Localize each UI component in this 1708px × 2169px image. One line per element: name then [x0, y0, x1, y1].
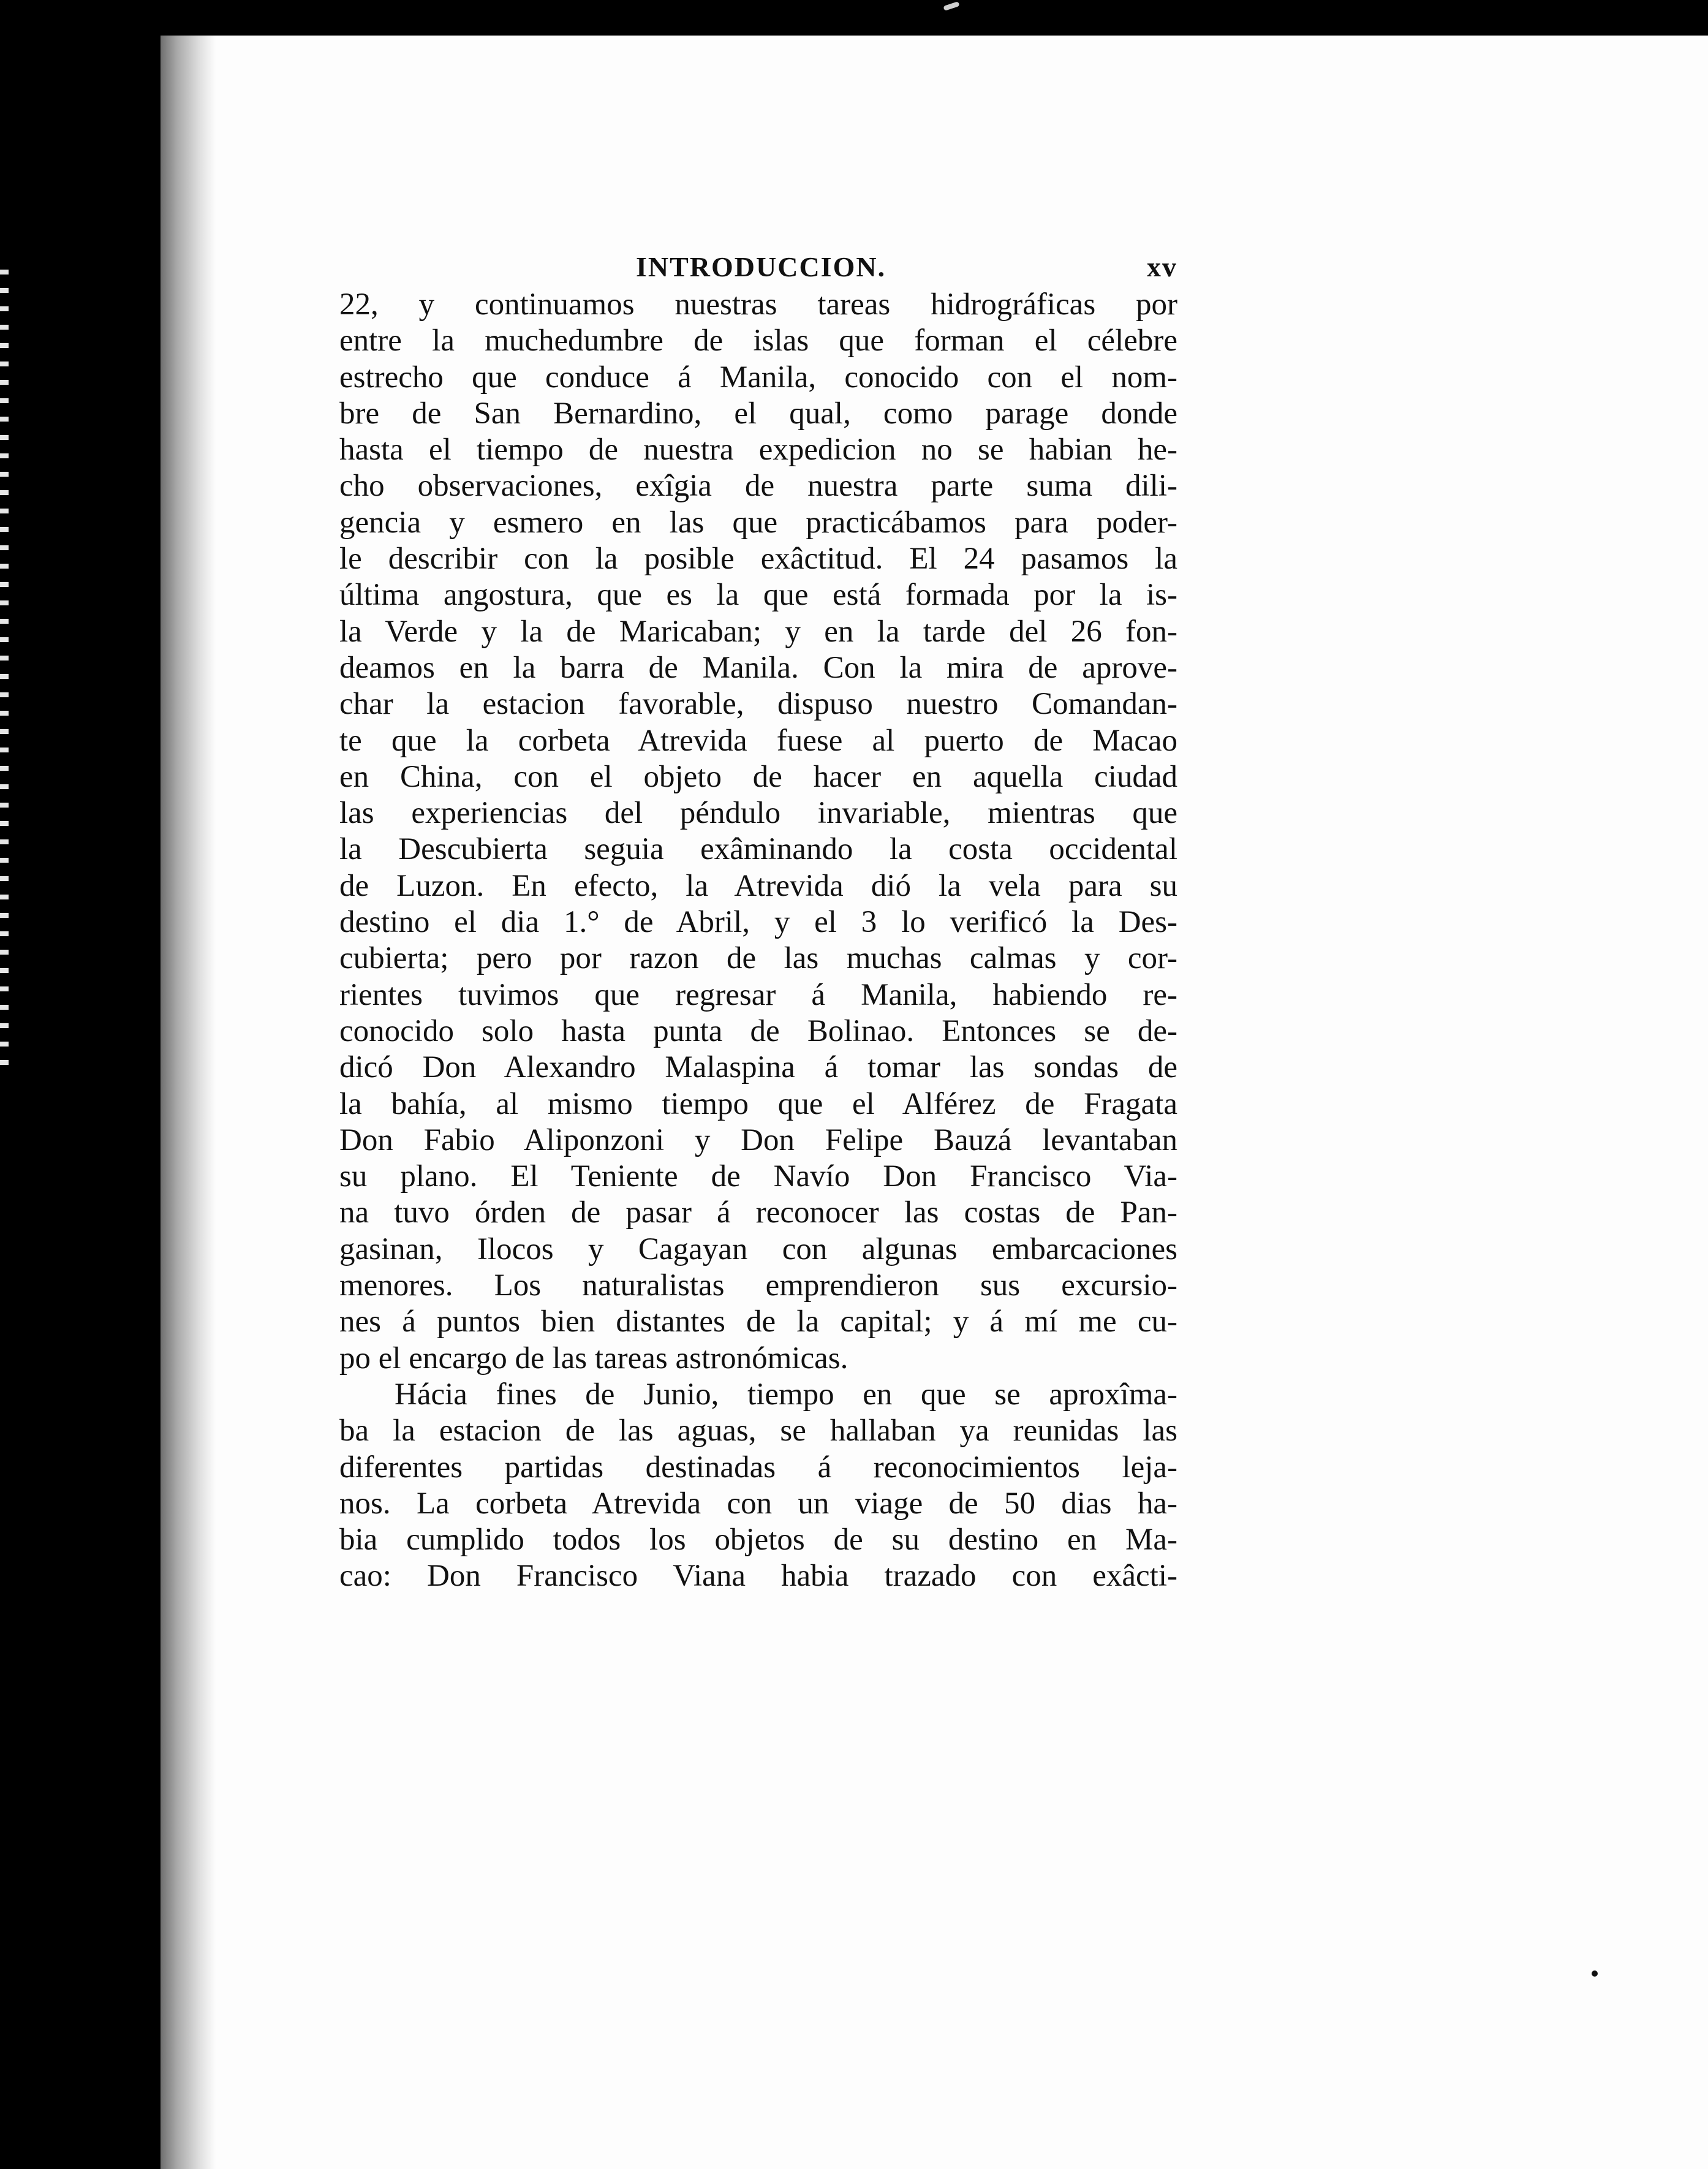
text-line: na tuvo órden de pasar á reconocer las costas de Pan- [339, 1195, 1177, 1230]
text-line: gencia y esmero en las que practicábamos para poder- [339, 505, 1177, 540]
text-line: entre la muchedumbre de islas que forman el célebre [339, 324, 1177, 358]
text-line: hasta el tiempo de nuestra expedicion no se habian he- [339, 433, 1177, 467]
page-number: xv [1147, 251, 1177, 282]
text-line: 22, y continuamos nuestras tareas hidrográficas por [339, 287, 1177, 322]
text-line: Don Fabio Aliponzoni y Don Felipe Bauzá levantaban [339, 1122, 1177, 1157]
text-line: menores. Los naturalistas emprendieron sus excursio- [339, 1268, 1177, 1303]
text-line: bia cumplido todos los objetos de su destino en Ma- [339, 1523, 1177, 1558]
text-line: ba la estacion de las aguas, se hallaban ya reunidas las [339, 1414, 1177, 1448]
text-line: conocido solo hasta punta de Bolinao. Entonces se de- [339, 1013, 1177, 1048]
text-line: última angostura, que es la que está formada por la is- [339, 578, 1177, 613]
running-head [339, 248, 1177, 287]
text-line: su plano. El Teniente de Navío Don Francisco Via- [339, 1159, 1177, 1194]
text-line: las experiencias del péndulo invariable, mientras que [339, 796, 1177, 831]
text-line: la Verde y la de Maricaban; y en la tarde del 26 fon- [339, 614, 1177, 649]
text-block [339, 248, 1177, 1595]
facing-page-edge [0, 270, 9, 1066]
scan-speck [943, 1, 959, 11]
text-line: la Descubierta seguia exâminando la costa occidental [339, 832, 1177, 867]
text-line: le describir con la posible exâctitud. El 24 pasamos la [339, 542, 1177, 577]
text-line: nos. La corbeta Atrevida con un viage de 50 dias ha- [339, 1486, 1177, 1521]
text-line: cubierta; pero por razon de las muchas calmas y cor- [339, 941, 1177, 976]
text-line: en China, con el objeto de hacer en aquella ciudad [339, 759, 1177, 794]
text-line: char la estacion favorable, dispuso nuestro Comandan- [339, 687, 1177, 722]
text-line: destino el dia 1.° de Abril, y el 3 lo verificó la Des- [339, 905, 1177, 940]
body-text [339, 287, 1177, 1595]
paragraph [339, 1377, 1177, 1595]
text-line: Hácia fines de Junio, tiempo en que se aproxîma- [395, 1377, 1177, 1412]
scan-dot [1592, 1970, 1598, 1977]
text-line: la bahía, al mismo tiempo que el Alférez de Fragata [339, 1086, 1177, 1121]
running-title: INTRODUCCION. [636, 251, 886, 282]
text-line: estrecho que conduce á Manila, conocido con el nom- [339, 360, 1177, 395]
text-line: po el encargo de las tareas astronómicas. [339, 1341, 848, 1376]
text-line: rientes tuvimos que regresar á Manila, habiendo re- [339, 977, 1177, 1012]
text-line: cao: Don Francisco Viana habia trazado con exâcti- [339, 1559, 1177, 1594]
text-line: gasinan, Ilocos y Cagayan con algunas embarcaciones [339, 1232, 1177, 1266]
text-line: bre de San Bernardino, el qual, como parage donde [339, 396, 1177, 431]
gutter-shadow [161, 36, 216, 2169]
text-line: nes á puntos bien distantes de la capital; y á mí me cu- [339, 1304, 1177, 1339]
text-line: te que la corbeta Atrevida fuese al puerto de Macao [339, 723, 1177, 758]
paragraph [339, 287, 1177, 1377]
text-line: cho observaciones, exîgia de nuestra parte suma dili- [339, 469, 1177, 504]
text-line: deamos en la barra de Manila. Con la mira de aprove- [339, 650, 1177, 685]
text-line: dicó Don Alexandro Malaspina á tomar las sondas de [339, 1050, 1177, 1085]
text-line: de Luzon. En efecto, la Atrevida dió la vela para su [339, 868, 1177, 903]
text-line: diferentes partidas destinadas á reconocimientos leja- [339, 1450, 1177, 1485]
